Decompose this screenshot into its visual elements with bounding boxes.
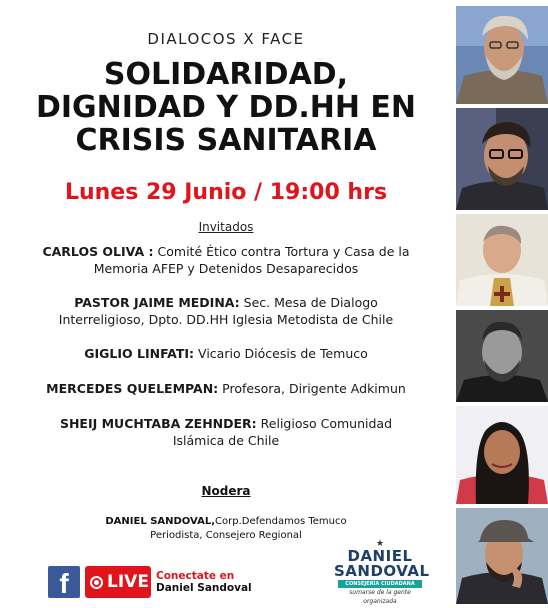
guest-desc: Comité Ético contra Tortura y Casa de la — [157, 244, 410, 259]
star-icon: ★ — [375, 539, 385, 549]
moderator-role: Periodista, Consejero Regional — [150, 530, 302, 541]
guest-name: GIGLIO LINFATI: — [84, 346, 195, 361]
guest-desc: Interreligioso, Dpto. DD.HH Iglesia Metodista de Chile — [58, 312, 394, 327]
logo-tagline: sumarse de la gente organizada — [349, 589, 411, 605]
guest-carlos-oliva — [14, 243, 438, 277]
event-date: Lunes 29 Junio / 19:00 hrs — [64, 180, 388, 205]
guest-photo-mercedes-woman — [456, 406, 548, 504]
connect-line-1: Conectate en — [156, 570, 235, 582]
guest-desc: Profesora, Dirigente Adkimun — [222, 381, 406, 396]
guest-desc: Sec. Mesa de Dialogo — [243, 295, 378, 310]
guest-photo-carlos-oliva — [456, 6, 548, 104]
title-line-2: DIGNIDAD Y DD.HH EN — [35, 90, 417, 125]
guest-photo-daniel-sandoval — [456, 508, 548, 604]
guest-giglio-linfati — [14, 345, 438, 362]
moderator-org: Corp.Defendamos Temuco — [215, 516, 347, 527]
facebook-icon[interactable] — [48, 566, 80, 598]
logo-bar: CONSEJERÍA CIUDADANA — [338, 580, 422, 588]
guest-name: PASTOR JAIME MEDINA: — [74, 295, 240, 310]
guests-heading: Invitados — [198, 220, 254, 234]
event-title — [0, 58, 452, 157]
moderator-info — [0, 515, 452, 543]
guest-mercedes-quelempan — [14, 380, 438, 397]
guest-photo-jaime-medina — [456, 108, 548, 210]
live-badge[interactable] — [85, 566, 151, 598]
guest-name: CARLOS OLIVA : — [42, 244, 154, 259]
moderator-heading: Nodera — [201, 484, 251, 498]
logo-line-1: DANIEL — [347, 547, 413, 565]
guest-name: SHEIJ MUCHTABA ZEHNDER: — [59, 416, 257, 431]
guest-photo-mercedes-quelempan — [456, 310, 548, 402]
connect-line-2: Daniel Sandoval — [156, 582, 252, 594]
connect-text — [156, 570, 252, 594]
guest-name: MERCEDES QUELEMPAN: — [46, 381, 219, 396]
title-line-1: SOLIDARIDAD, — [103, 57, 349, 92]
series-label: DIALOCOS X FACE — [147, 30, 305, 48]
guest-desc: Islámica de Chile — [172, 433, 280, 448]
daniel-sandoval-logo — [334, 539, 430, 605]
live-broadcast-icon — [90, 576, 103, 589]
live-label: LIVE — [107, 572, 149, 592]
guest-jaime-medina — [14, 294, 438, 328]
title-line-3: CRISIS SANITARIA — [75, 123, 377, 158]
guest-desc: Memoria AFEP y Detenidos Desaparecidos — [93, 261, 359, 276]
moderator-name: DANIEL SANDOVAL, — [105, 516, 216, 527]
guest-desc: Vicario Diócesis de Temuco — [198, 346, 368, 361]
guest-muchtaba-zehnder — [14, 415, 438, 449]
guest-desc: Religioso Comunidad — [260, 416, 393, 431]
guest-photo-giglio-linfati — [456, 214, 548, 306]
facebook-letter: f — [59, 568, 69, 599]
logo-line-2: SANDOVAL — [334, 562, 430, 580]
